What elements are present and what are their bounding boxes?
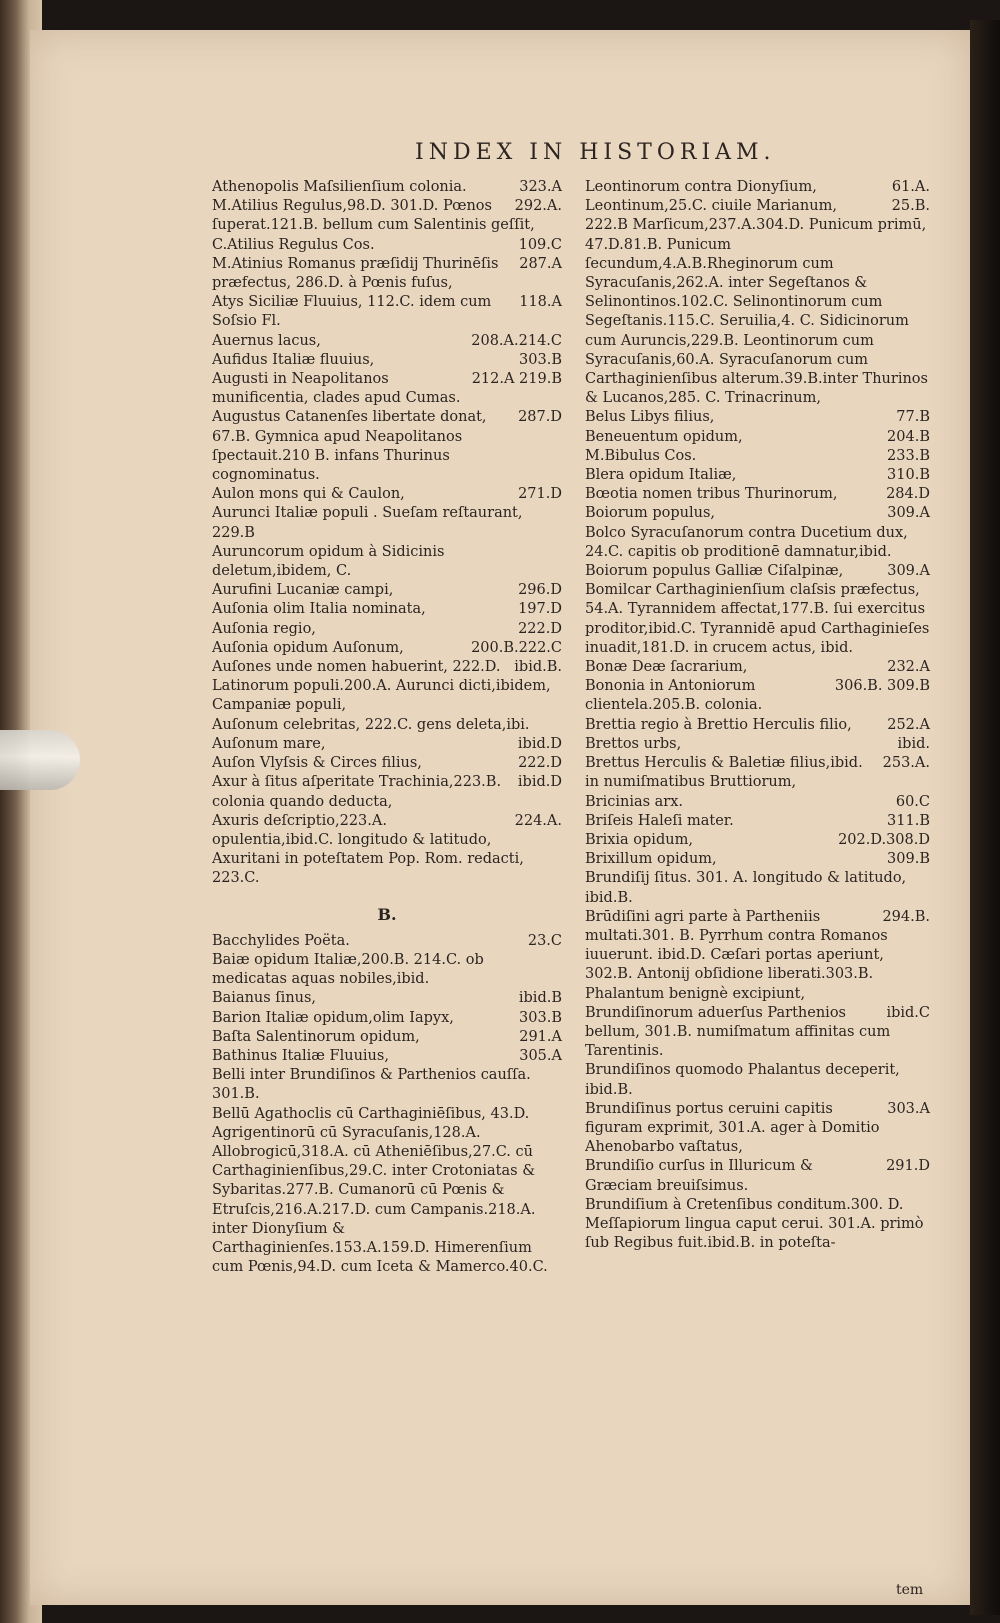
index-entry-text: Belus Libys filius,	[585, 409, 715, 426]
index-entry-ref: 311.B	[887, 812, 930, 829]
index-entry-ref: 60.C	[895, 793, 930, 810]
index-entry	[585, 754, 930, 792]
index-entry-ref: 23.C	[527, 932, 562, 949]
index-entry-text: M.Atinius Romanus præſidij Thurinēſis præfectus, 286.D. à Pœnis fuſus,	[212, 255, 499, 292]
index-entry-text: Athenopolis Maſsilienſium colonia.	[212, 179, 467, 195]
index-entry	[212, 951, 562, 989]
index-entry-ref: 208.A.214.C	[471, 332, 562, 349]
index-entry-ref: 296.D	[518, 582, 562, 599]
index-entry-text: Baiæ opidum Italiæ,200.B. 214.C. ob medicatas aquas nobiles,ibid.	[212, 951, 484, 988]
page-clip	[0, 730, 80, 790]
index-entry-text: Auſonia regio,	[212, 620, 316, 637]
index-entry-text: Aufidus Italiæ fluuius,	[212, 351, 375, 368]
index-entry-ref: 309.A	[887, 563, 930, 580]
index-entry-text: Bolco Syracuſanorum contra Ducetium dux, 24.C. capitis ob proditionē damnatur,ibid.	[585, 524, 908, 560]
index-entry	[585, 716, 930, 735]
index-entry	[212, 236, 562, 255]
index-entry	[212, 754, 562, 773]
index-entry-text: Aulon mons qui & Caulon,	[212, 486, 405, 503]
index-entry	[585, 1196, 930, 1254]
index-entry-ref: 61.A.	[891, 179, 930, 195]
index-entry	[212, 812, 562, 850]
index-entry	[585, 908, 930, 1004]
index-entry-ref: 306.B. 309.B	[834, 678, 930, 695]
index-entry-ref: 310.B	[887, 467, 930, 484]
index-entry	[585, 735, 930, 754]
index-entry-text: Boiorum populus Galliæ Ciſalpinæ,	[585, 563, 844, 580]
index-entry	[585, 447, 930, 466]
index-entry	[585, 178, 930, 197]
index-entry	[585, 793, 930, 812]
right-entries	[585, 178, 930, 1253]
index-entry-text: Auſones unde nomen habuerint, 222.D. Latinorum populi.200.A. Aurunci dicti,ibidem, Campaniæ populi,	[212, 659, 551, 714]
index-entry-ref: 284.D	[886, 486, 930, 503]
index-entry-text: Blera opidum Italiæ,	[585, 467, 737, 484]
index-entry-ref: 287.A	[519, 255, 562, 272]
index-entry-text: Baianus ſinus,	[212, 990, 317, 1007]
index-entry-text: Bathinus Italiæ Fluuius,	[212, 1047, 389, 1064]
index-entry-text: Brundiſio curſus in Illuricum & Græciam breuiſsimus.	[585, 1158, 813, 1194]
index-entry-ref: 309.B	[887, 851, 930, 868]
index-entry-text: Bononia in Antoniorum clientela.205.B. colonia.	[585, 678, 763, 714]
index-entry-ref: 252.A	[887, 716, 930, 733]
index-entry	[212, 620, 562, 639]
index-entry-ref: 118.A	[519, 294, 562, 311]
index-entry-ref: 303.B	[519, 1009, 562, 1026]
index-entry	[585, 581, 930, 658]
index-entry-text: Auernus lacus,	[212, 332, 321, 349]
page-header: INDEX IN HISTORIAM.	[415, 140, 776, 165]
index-entry-text: Auruncorum opidum à Sidicinis deletum,ibidem, C.	[212, 543, 445, 580]
index-entry-text: Belli inter Brundiſinos & Parthenios cauſſa. 301.B.	[212, 1067, 531, 1103]
index-entry-text: Augustus Catanenſes libertate donat, 67.B. Gymnica apud Neapolitanos ſpectauit.210 B. infans Thurinus cognominatus.	[212, 409, 487, 484]
index-entry-text: Brundiſinos quomodo Phalantus deceperit, ibid.B.	[585, 1062, 900, 1098]
index-entry	[212, 1009, 562, 1028]
index-entry-ref: 77.B	[896, 409, 930, 426]
index-entry-text: Axuris deſcriptio,223.A. opulentia,ibid.C. longitudo & latitudo,	[212, 812, 492, 848]
index-entry-text: Beneuentum opidum,	[585, 428, 743, 445]
index-entry-ref: 294.B.	[882, 908, 930, 925]
index-entry	[585, 485, 930, 504]
index-entry	[212, 504, 562, 542]
next-page-edge	[970, 20, 1000, 1615]
index-entry	[585, 812, 930, 831]
index-entry-ref: ibid.	[897, 735, 930, 752]
index-entry-text: Brettia regio à Brettio Herculis filio,	[585, 716, 852, 733]
index-entry-ref: 233.B	[887, 447, 930, 464]
left-entries-a	[212, 178, 562, 889]
index-entry-text: Axuritani in poteſtatem Pop. Rom. redacti, 223.C.	[212, 851, 524, 887]
index-entry-ref: ibid.B	[518, 990, 562, 1007]
index-entry-text: Auſon Vlyſsis & Circes filius,	[212, 755, 422, 772]
index-entry-ref: 271.D	[518, 486, 562, 503]
index-entry	[585, 831, 930, 850]
index-entry-text: Axur à ſitus aſperitate Trachinia,223.B. colonia quando deducta,	[212, 774, 502, 810]
index-entry	[212, 255, 562, 293]
index-entry	[585, 428, 930, 447]
left-column	[212, 178, 562, 1277]
index-entry-text: Brettus Herculis & Baletiæ filius,ibid. in numiſmatibus Bruttiorum,	[585, 755, 863, 791]
index-entry	[212, 370, 562, 408]
index-entry-ref: 305.A	[519, 1047, 562, 1064]
index-entry	[212, 351, 562, 370]
index-entry	[212, 600, 562, 619]
index-entry-text: M.Atilius Regulus,98.D. 301.D. Pœnos ſuperat.121.B. bellum cum Salentinis geſſit,	[212, 198, 535, 234]
index-entry-text: Leontinum,25.C. ciuile Marianum, 222.B Marſicum,237.A.304.D. Punicum primū, 47.D.81.B. Punicum ſecundum,4.A.B.Rheginorum cum Syracuſanis,262.A. inter Segeſtanos & Selinontinos.102.C. Selinontinorum cum Segeſtanis.115.C. Seruilia,4. C. Sidicinorum cum Auruncis,229.B. Leontinorum cum Syracuſanis,60.A. Syracuſanorum cum Carthaginienſibus alterum.39.B.inter Thurinos & Lucanos,285. C. Trinacrinum,	[585, 198, 928, 407]
index-entry-ref: 303.B	[519, 351, 562, 368]
index-entry	[212, 581, 562, 600]
index-entry-ref: 292.A.	[514, 198, 562, 215]
index-entry	[212, 1066, 562, 1104]
index-entry-text: Brettos urbs,	[585, 735, 682, 752]
index-entry-text: Brixillum opidum,	[585, 851, 717, 868]
index-entry-ref: 222.D	[518, 755, 562, 772]
index-entry-ref: ibid.C	[886, 1004, 930, 1021]
index-entry-text: Brundiſium à Cretenſibus conditum.300. D. Meſſapiorum lingua caput cerui. 301.A. primò ſub Regibus fuit.ibid.B. in poteſta-	[585, 1196, 924, 1252]
index-entry-text: Auſonum mare,	[212, 735, 326, 752]
index-entry-text: Baſta Salentinorum opidum,	[212, 1028, 420, 1045]
index-entry-text: Auſonia opidum Auſonum,	[212, 639, 404, 656]
index-entry-ref: 323.A	[519, 179, 562, 195]
index-entry-ref: 303.A	[887, 1100, 930, 1117]
left-entries-b	[212, 932, 562, 1278]
index-entry-text: Barion Italiæ opidum,olim Iapyx,	[212, 1009, 454, 1026]
index-entry-ref: 253.A.	[882, 755, 930, 772]
index-entry	[212, 716, 562, 735]
index-entry-text: Bricinias arx.	[585, 793, 684, 810]
index-entry-text: Brundiſinus portus ceruini capitis figuram exprimit, 301.A. ager à Domitio Ahenobarbo vaſtatus,	[585, 1100, 880, 1156]
index-entry-ref: 212.A 219.B	[471, 371, 562, 388]
index-entry-ref: 224.A.	[514, 812, 562, 829]
index-entry-text: M.Bibulus Cos.	[585, 447, 697, 464]
index-entry	[585, 869, 930, 907]
index-entry-ref: 202.D.308.D	[838, 831, 930, 848]
index-entry	[212, 639, 562, 658]
index-entry-ref: 25.B.	[891, 198, 930, 215]
index-entry	[212, 1105, 562, 1278]
index-entry-text: Brundiſinorum aduerſus Parthenios bellum, 301.B. numiſmatum affinitas cum Tarentinis.	[585, 1004, 891, 1060]
index-entry	[212, 332, 562, 351]
index-entry-ref: 232.A	[887, 659, 930, 676]
index-entry-ref: 197.D	[518, 601, 562, 618]
index-entry-text: Briſeis Haleſi mater.	[585, 812, 734, 829]
index-entry-ref: 204.B	[887, 428, 930, 445]
index-entry	[212, 1047, 562, 1066]
index-entry	[212, 293, 562, 331]
index-entry-text: Atys Siciliæ Fluuius, 112.C. idem cum Soſsio Fl.	[212, 294, 492, 330]
index-entry-ref: 222.D	[518, 620, 562, 637]
index-entry-text: Bellū Agathoclis cū Carthaginiēſibus, 43.D. Agrigentinorū cū Syracuſanis,128.A. Allobrogicū,318.A. cū Atheniēſibus,27.C. cū Carthaginienſibus,29.C. inter Crotoniatas & Sybaritas.277.B. Cumanorū cū Pœnis & Etruſcis,216.A.217.D. cum Campanis.218.A. inter Dionyſium & Carthaginienſes.153.A.159.D. Himerenſium cum Pœnis,94.D. cum Iceta & Mamerco.40.C.	[212, 1105, 548, 1276]
index-entry-text: Bacchylides Poëta.	[212, 932, 350, 949]
index-entry	[212, 989, 562, 1008]
index-entry-text: Bœotia nomen tribus Thurinorum,	[585, 486, 838, 503]
index-entry-ref: ibid.D	[517, 735, 562, 752]
right-column	[585, 178, 930, 1253]
index-entry	[212, 735, 562, 754]
index-entry	[212, 850, 562, 888]
index-entry-text: C.Atilius Regulus Cos.	[212, 236, 375, 253]
index-entry	[212, 773, 562, 811]
index-entry	[585, 504, 930, 523]
index-entry-text: Bomilcar Carthaginienſium claſsis præfectus, 54.A. Tyrannidem affectat,177.B. ſui exercitus proditor,ibid.C. Tyrannidē apud Carthaginieſes inuadit,181.D. in crucem actus, ibid.	[585, 582, 930, 656]
index-entry-text: Brundiſij ſitus. 301. A. longitudo & latitudo, ibid.B.	[585, 870, 907, 906]
index-entry-ref: 287.D	[518, 409, 562, 426]
index-entry	[585, 1157, 930, 1195]
index-entry-ref: 200.B.222.C	[471, 639, 562, 656]
index-entry-text: Boiorum populus,	[585, 505, 716, 522]
index-entry	[212, 197, 562, 235]
index-entry-text: Leontinorum contra Dionyſium,	[585, 179, 817, 195]
index-entry-ref: 309.A	[887, 505, 930, 522]
index-entry-text: Auſonia olim Italia nominata,	[212, 601, 426, 618]
index-entry-text: Augusti in Neapolitanos munificentia, clades apud Cumas.	[212, 371, 461, 407]
index-entry	[212, 658, 562, 716]
index-entry	[212, 932, 562, 951]
index-entry	[212, 543, 562, 581]
index-entry	[212, 485, 562, 504]
index-entry	[212, 408, 562, 485]
index-entry-text: Brixia opidum,	[585, 831, 693, 848]
index-entry-text: Auſonum celebritas, 222.C. gens deleta,ibi.	[212, 716, 530, 733]
index-entry-ref: ibid.D	[517, 774, 562, 791]
section-letter: B.	[377, 904, 397, 924]
index-entry	[585, 1061, 930, 1099]
index-entry	[585, 562, 930, 581]
index-entry	[585, 677, 930, 715]
index-entry-text: Brūdiſini agri parte à Partheniis multati.301. B. Pyrrhum contra Romanos iuuerunt. ibid.D. Cæſari portas aperiunt, 302.B. Antonij obſidione liberati.303.B. Phalantum benignè excipiunt,	[585, 908, 888, 1002]
index-entry	[212, 178, 562, 197]
index-entry	[585, 1100, 930, 1158]
index-entry	[585, 850, 930, 869]
index-entry	[585, 408, 930, 427]
index-entry	[585, 197, 930, 408]
index-entry	[585, 466, 930, 485]
catchword: tem	[896, 1582, 924, 1598]
index-entry	[585, 524, 930, 562]
index-entry-ref: ibid.B.	[514, 659, 562, 676]
index-entry-ref: 291.A	[519, 1028, 562, 1045]
index-entry-ref: 109.C	[518, 236, 562, 253]
index-entry-ref: 291.D	[886, 1158, 930, 1175]
index-entry	[585, 1004, 930, 1062]
index-entry	[212, 1028, 562, 1047]
index-entry	[585, 658, 930, 677]
index-entry-text: Aurufini Lucaniæ campi,	[212, 582, 394, 599]
index-entry-text: Aurunci Italiæ populi . Sueſam reſtaurant, 229.B	[212, 505, 523, 541]
index-entry-text: Bonæ Deæ ſacrarium,	[585, 659, 748, 676]
